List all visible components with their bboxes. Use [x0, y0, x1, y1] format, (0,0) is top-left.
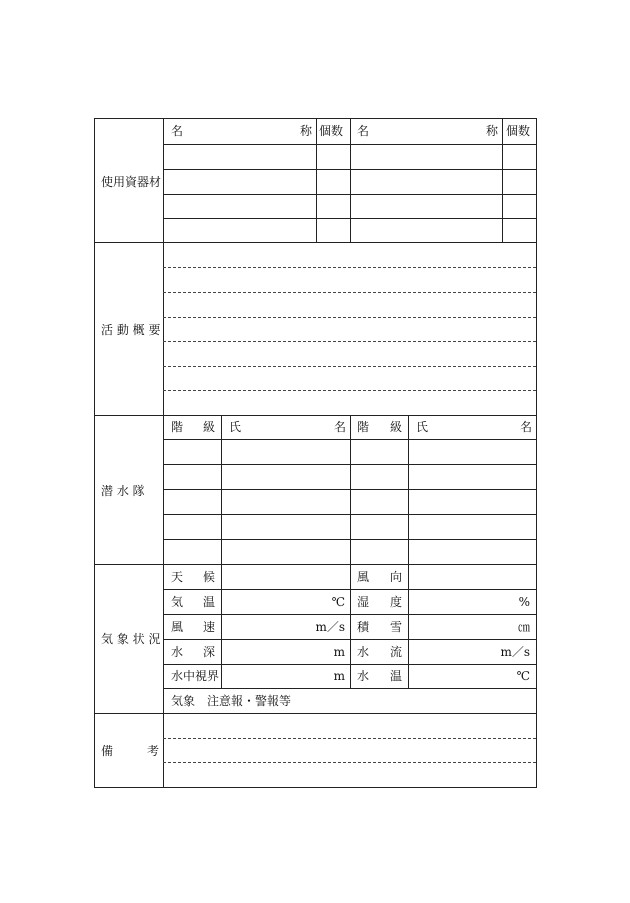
weather-field-label: 積 — [357, 620, 370, 634]
report-form — [94, 118, 537, 788]
weather-field-label: 雪 — [390, 620, 403, 634]
unit-label: m — [333, 645, 345, 659]
equipment-label: 使用資器材 — [101, 175, 162, 189]
remarks-line — [163, 738, 536, 739]
remarks-label: 考 — [147, 744, 160, 758]
equipment-count-header: 個数 — [319, 124, 344, 138]
activity-line — [163, 292, 536, 293]
weather-field-label: 速 — [203, 620, 216, 634]
weather-field-label: 湿 — [357, 595, 370, 609]
section-divider — [95, 415, 536, 416]
activity-line — [163, 366, 536, 367]
weather-field-label: 向 — [390, 570, 403, 584]
weather-field-label: 水中視界 — [171, 669, 220, 683]
section-divider — [95, 713, 536, 714]
unit-label: m／s — [315, 620, 345, 634]
weather-field-label: 風 — [357, 570, 370, 584]
diver-name-header: 氏 — [416, 420, 429, 434]
weather-field-label: 水 — [357, 645, 370, 659]
weather-field-label: 水 — [171, 645, 184, 659]
equipment-count-header: 個数 — [506, 124, 531, 138]
unit-label: m — [333, 669, 345, 683]
weather-field-label: 風 — [171, 620, 184, 634]
weather-field-label: 候 — [203, 570, 216, 584]
equipment-name-header: 名 — [357, 124, 370, 138]
label-column-divider — [163, 119, 164, 787]
section-divider — [95, 242, 536, 243]
weather-field-label: 深 — [203, 645, 216, 659]
activity-line — [163, 267, 536, 268]
activity-label: 活 動 概 要 — [101, 323, 161, 337]
weather-note: 気象 注意報・警報等 — [171, 694, 292, 708]
equipment-name-header: 名 — [171, 124, 184, 138]
rank-header: 階 — [171, 420, 184, 434]
diver-name-header: 名 — [334, 420, 347, 434]
unit-label: ℃ — [331, 595, 345, 609]
weather-field-label: 流 — [390, 645, 403, 659]
weather-label: 気 象 状 況 — [101, 632, 161, 646]
weather-field-label: 気 — [171, 595, 184, 609]
unit-label: % — [518, 595, 530, 609]
weather-field-label: 水 — [357, 669, 370, 683]
rank-header: 級 — [203, 420, 216, 434]
activity-line — [163, 317, 536, 318]
remarks-label: 備 — [101, 744, 114, 758]
weather-field-label: 温 — [203, 595, 216, 609]
diver-name-header: 名 — [520, 420, 533, 434]
unit-label: ㎝ — [517, 620, 530, 634]
unit-label: ℃ — [516, 669, 530, 683]
rank-header: 級 — [390, 420, 403, 434]
unit-label: m／s — [500, 645, 530, 659]
divers-label: 潜 水 隊 — [101, 484, 145, 498]
activity-line — [163, 341, 536, 342]
diver-name-header: 氏 — [229, 420, 242, 434]
equipment-name-header: 称 — [486, 124, 499, 138]
remarks-line — [163, 762, 536, 763]
activity-line — [163, 390, 536, 391]
equipment-name-header: 称 — [300, 124, 313, 138]
weather-field-label: 度 — [390, 595, 403, 609]
rank-header: 階 — [357, 420, 370, 434]
weather-field-label: 天 — [171, 570, 184, 584]
weather-field-label: 温 — [390, 669, 403, 683]
section-divider — [95, 564, 536, 565]
